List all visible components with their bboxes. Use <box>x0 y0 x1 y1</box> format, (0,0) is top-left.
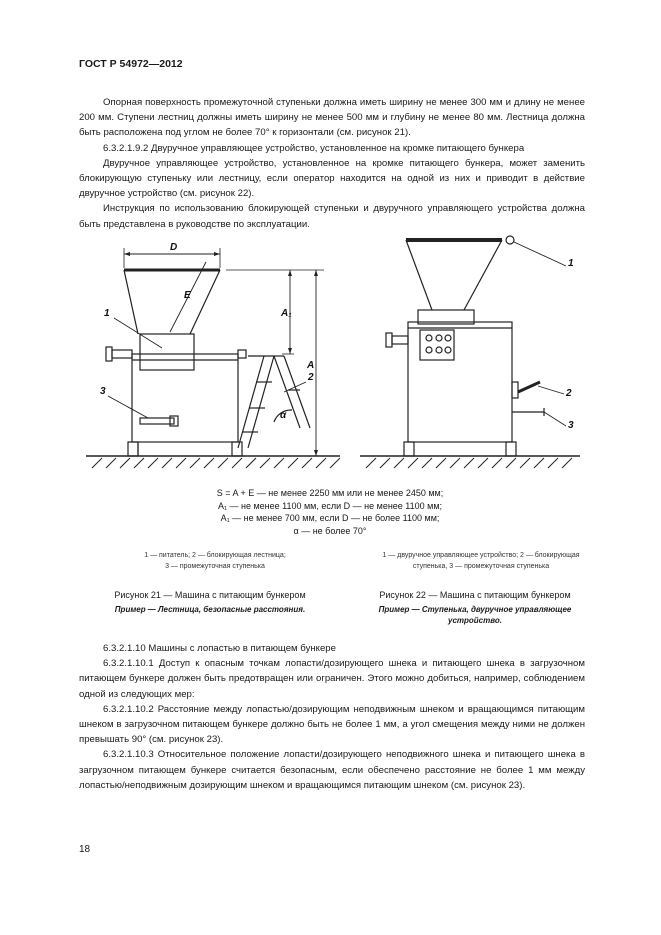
figure-21-caption: Рисунок 21 — Машина с питающим бункером <box>114 590 306 600</box>
section-heading: 6.3.2.1.9.2 Двуручное управляющее устройство, установленное на кромке питающего бункера <box>103 142 525 154</box>
bottom-text-block <box>79 641 585 793</box>
figure-22-legend <box>350 551 612 572</box>
paragraph: Двуручное управляющее устройство, установленное на кромке питающего бункера, может заменить блокирующую ступеньку или лестницу, если оператор находится на одной из них и приводит в действие двуручное устройство (см. рисунок 22). <box>79 157 585 200</box>
paragraph: 6.3.2.1.10.1 Доступ к опасным точкам лопасти/дозирующего шнека и питающего шнека в загрузочном питающем бункере должен быть предотвращен или ограничен. Этого можно добиться, например, соблюдением одной из следующих мер: <box>79 658 585 700</box>
figure-21-example: Пример — Лестница, безопасные расстояния. <box>114 605 306 614</box>
standard-header: ГОСТ Р 54972—2012 <box>79 58 183 70</box>
section-heading: 6.3.2.1.10 Машины с лопастью в питающем бункере <box>103 643 336 654</box>
dimension-a1-label: A₁ <box>281 308 292 319</box>
legend-line: 1 — питатель; 2 — блокирующая лестница; <box>144 552 286 559</box>
callout-1: 1 <box>104 308 110 319</box>
callout-2: 2 <box>308 372 314 383</box>
paragraph: 6.3.2.1.10.2 Расстояние между лопастью/дозирующим неподвижным шнеком и вращающимся питающим шнеком в загрузочном питающем бункере должно быть не более 1 мм, а угол смещения между ними не должен превышать 90° (см. рисунок 23). <box>79 703 585 746</box>
legend-line: 1 — двуручное управляющее устройство; 2 — блокирующая <box>382 552 580 559</box>
callout-1: 1 <box>568 258 574 269</box>
callout-3: 3 <box>100 386 106 397</box>
formula-line: α — не более 70° <box>293 525 367 536</box>
dimension-e-label: E <box>184 290 191 301</box>
top-text-block <box>79 95 585 232</box>
legend-line: ступенька, 3 — промежуточная ступенька <box>412 562 550 570</box>
legend-line: 3 — промежуточная ступенька <box>165 562 265 570</box>
example-line: устройство. <box>448 616 502 625</box>
paragraph: Инструкция по использованию блокирующей ступеньки и двуручного управляющего устройства должна быть представлена в руководстве по эксплуатации. <box>79 203 585 230</box>
paragraph: Опорная поверхность промежуточной ступеньки должна иметь ширину не менее 300 мм и длину не менее 200 мм. Ступени лестниц должны иметь ширину не менее 500 мм и глубину не менее 80 мм. Лестница должна быть расположена под углом не более 70° к горизонтали (см. рисунок 21). <box>79 97 585 139</box>
dimension-a-label: A <box>307 360 315 371</box>
figure-21-legend <box>100 551 330 572</box>
figure-22-drawing <box>352 232 592 482</box>
figure-21-drawing <box>78 232 348 482</box>
figure-22-example <box>352 604 598 626</box>
example-line: Пример — Ступенька, двуручное управляющее <box>378 605 572 614</box>
figure-22-caption: Рисунок 22 — Машина с питающим бункером <box>379 590 571 600</box>
formula-line: A₁ — не менее 700 мм, если D — не более 1100 мм; <box>220 513 440 524</box>
formula-line: S = A + E — не менее 2250 мм или не менее 2450 мм; <box>216 488 444 498</box>
callout-3: 3 <box>568 420 574 431</box>
formula-block <box>150 487 510 537</box>
paragraph: 6.3.2.1.10.3 Относительное положение лопасти/дозирующего неподвижного шнека и питающего шнека в загрузочном питающем бункере считается безопасным, если обеспечено расстояние не более 1 мм между лопастью/неподвижным дозирующим шнеком и вращающимся питающим шнеком (см. рисунок 23). <box>79 749 585 791</box>
formula-line: A₁ — не менее 1100 мм, если D — не менее 1100 мм; <box>217 500 443 511</box>
callout-2: 2 <box>566 388 572 399</box>
angle-alpha-label: α <box>280 410 287 421</box>
page-number: 18 <box>79 844 91 855</box>
dimension-d-label: D <box>170 242 178 253</box>
